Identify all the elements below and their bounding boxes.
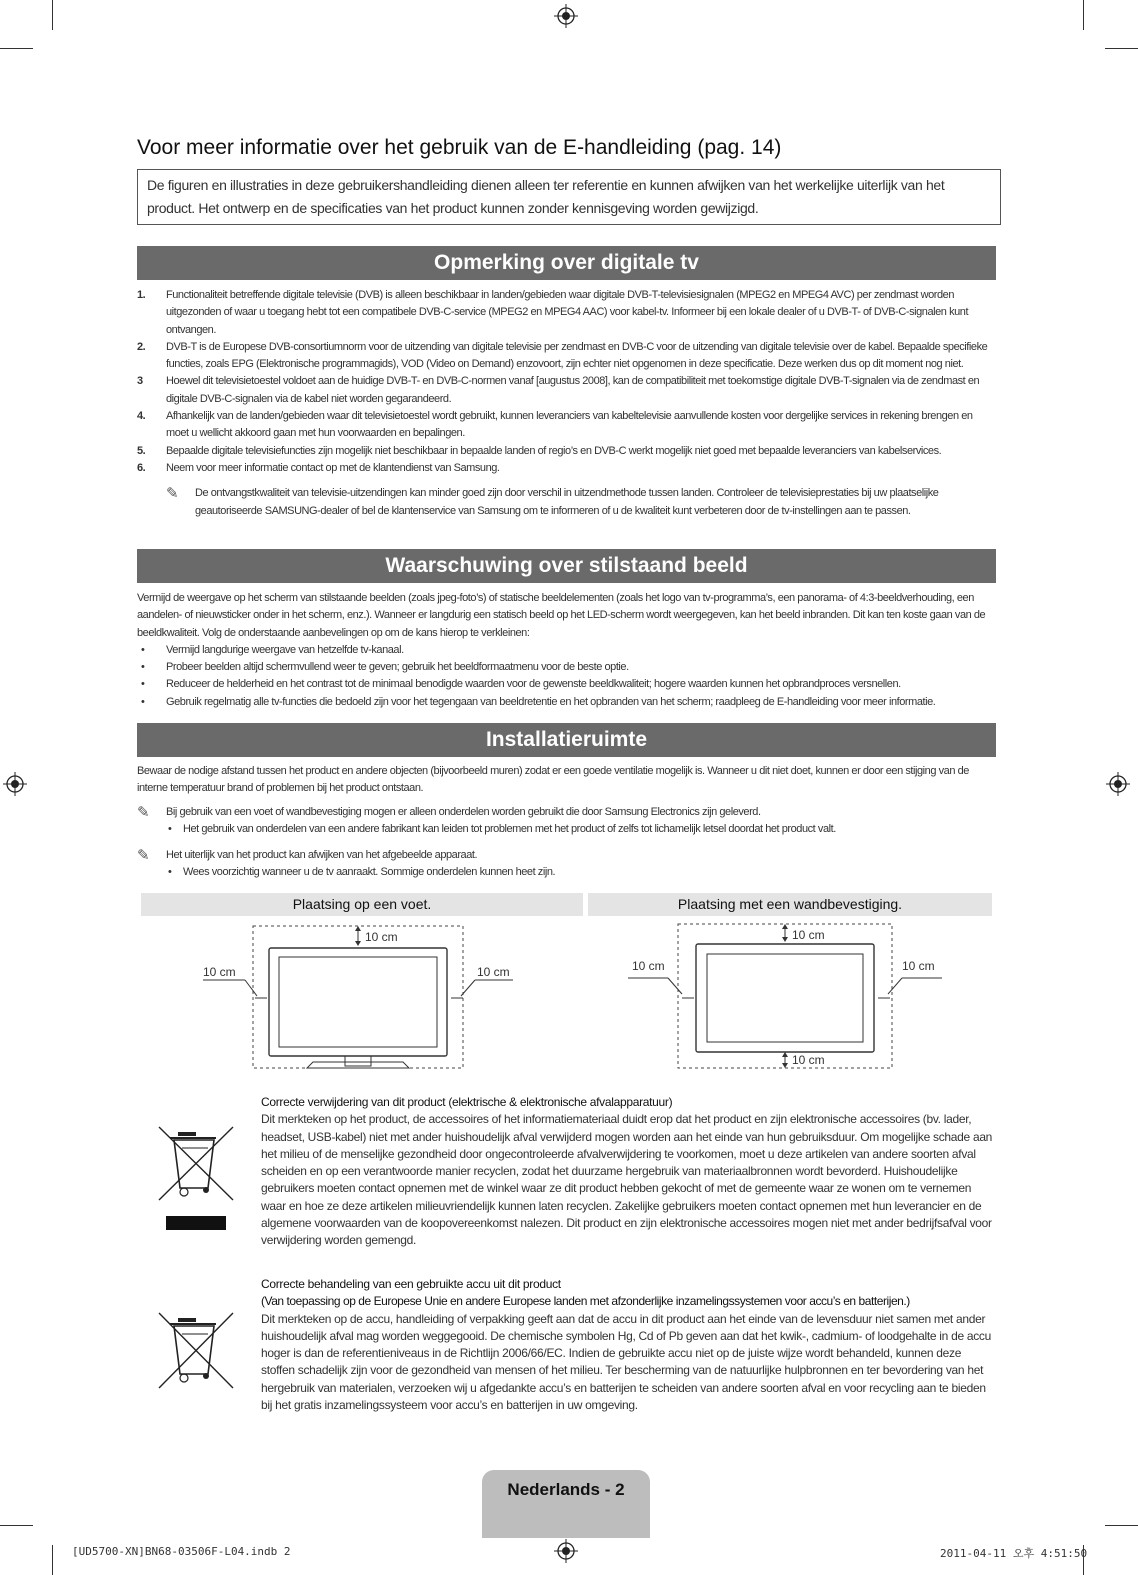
bullet-icon: •	[141, 695, 145, 708]
wall-placement-diagram	[622, 920, 952, 1070]
list-text: Wees voorzichtig wanneer u de tv aanraakt. Sommige onderdelen kunnen heet zijn.	[183, 866, 556, 879]
bullet-icon: •	[141, 661, 145, 674]
list-number: 5.	[137, 444, 146, 457]
list-text: Hoewel dit televisietoestel voldoet aan de huidige DVB-T- en DVB-C-normen vanaf [augustus 2008], kan de compatibiliteit met toekomstige digitale DVB-T-signalen via de zendmast en digitale DVB-C-signalen via de kabel niet worden gegarandeerd.	[166, 375, 980, 405]
print-slug-left: [UD5700-XN]BN68-03506F-L04.indb 2	[72, 1545, 291, 1558]
crossed-bin-icon	[154, 1310, 238, 1392]
crop-mark	[1083, 0, 1084, 30]
disclaimer-box: De figuren en illustraties in deze gebruikershandleiding dienen alleen ter referentie en kunnen afwijken van het werkelijke uiterlijk van het product. Het ontwerp en de specificaties van het product kunnen zonder kennisgeving worden gewijzigd.	[137, 169, 1001, 225]
print-slug-right: 2011-04-11 오후 4:51:50	[940, 1547, 1088, 1560]
crop-mark	[52, 0, 53, 30]
still-image-intro: Vermijd de weergave op het scherm van stilstaande beelden (zoals jpeg-foto’s) of statische beeldelementen (zoals het logo van tv-programma’s, een panorama- of 4:3-beeldverhouding, een aandelen- of nieuwsticker onder in het scherm, enz.). Wanneer er langdurig een statisch beeld op het LED-scherm wordt weergegeven, kan het beeld inbranden. Dit kan ten koste gaan van de beeldkwaliteit. Volg de onderstaande aanbevelingen op om de kans hierop te verkleinen:	[137, 592, 986, 639]
note-pencil-icon: ✎	[137, 803, 150, 821]
crop-mark	[1105, 48, 1138, 49]
wall-placement-title: Plaatsing met een wandbevestiging.	[588, 893, 992, 916]
list-item	[137, 287, 993, 339]
registration-mark-icon	[3, 772, 27, 796]
list-text: Neem voor meer informatie contact op met de klantendienst van Samsung.	[166, 461, 500, 474]
list-text: Afhankelijk van de landen/gebieden waar dit televisietoestel wordt gebruikt, kunnen leveranciers van kabeltelevisie aanvullende kosten voor dergelijke services in rekening brengen en moet u wellicht akkoord gaan met hun voorwaarden en bepalingen.	[166, 410, 973, 440]
distance-label-right: 10 cm	[477, 965, 510, 979]
digital-tv-note	[137, 485, 993, 520]
crop-mark	[52, 1545, 53, 1575]
note-text: De ontvangstkwaliteit van televisie-uitzendingen kan minder goed zijn door verschil in uitzendmethode tussen landen. Controleer de televisieprestaties bij uw plaatselijke geautoriseerde SAMSUNG-dealer of bel de klantenservice van Samsung om te informeren of u de kwaliteit kunt verbeteren door de tv-instellingen aan te passen.	[195, 487, 939, 517]
note-text: Het uiterlijk van het product kan afwijken van het afgebeelde apparaat.	[166, 849, 478, 862]
still-image-section	[137, 590, 995, 711]
battery-title: Correcte behandeling van een gebruikte accu uit dit product	[261, 1277, 561, 1291]
distance-label-right: 10 cm	[902, 959, 935, 973]
crop-mark	[0, 48, 33, 49]
list-number: 2.	[137, 340, 146, 353]
registration-mark-icon	[554, 1539, 578, 1563]
list-number: 4.	[137, 410, 146, 423]
list-number: 6.	[137, 461, 146, 474]
registration-mark-icon	[1106, 772, 1130, 796]
weee-text: Dit merkteken op het product, de accessoires of het informatiemateriaal duidt erop dat het product en zijn elektronische accessoires (bv. lader, headset, USB-kabel) niet met ander huishoudelijk afval verwijderd mogen worden aan het einde van hun gebruiksduur. Om mogelijke schade aan het milieu of de menselijke gezondheid door ongecontroleerde afvalverwijdering te voorkomen, moet u deze artikelen van andere soorten afval scheiden en op een verantwoorde manier recyclen, zodat het duurzame hergebruik van materiaalbronnen wordt bevorderd. Huishoudelijke gebruikers moeten contact opnemen met de winkel waar ze dit product hebben gekocht of met de gemeente waar ze wonen om te vernemen waar en hoe ze deze artikelen milieuvriendelijk kunnen laten recyclen. Zakelijke gebruikers moeten contact opnemen met hun leverancier en de algemene voorwaarden van de koopovereenkomst nalezen. Dit product en zijn elektronische accessoires mogen niet met ander bedrijfsafval voor verwijdering worden gemengd.	[261, 1112, 993, 1248]
weee-title: Correcte verwijdering van dit product (elektrische & elektronische afvalapparatuur)	[261, 1095, 673, 1109]
note-pencil-icon: ✎	[166, 485, 179, 503]
bullet-icon: •	[141, 678, 145, 691]
distance-label-top: 10 cm	[792, 928, 825, 942]
list-item	[137, 373, 993, 408]
installation-intro: Bewaar de nodige afstand tussen het product en andere objecten (bijvoorbeeld muren) zodat er een goede ventilatie mogelijk is. Wanneer u dit niet doet, kunnen er door een stijging van de interne temperatuur brand of problemen bij het product ontstaan.	[137, 765, 969, 795]
installation-section	[137, 763, 995, 882]
stand-placement-title: Plaatsing op een voet.	[141, 893, 583, 916]
list-text: Reduceer de helderheid en het contrast tot de minimaal benodigde waarden voor de gewenste beeldkwaliteit; hogere waarden kunnen het opbrandproces versnellen.	[166, 678, 901, 691]
installation-note	[137, 804, 995, 821]
distance-label-bottom: 10 cm	[792, 1053, 825, 1067]
distance-label-left: 10 cm	[203, 965, 236, 979]
list-text: Probeer beelden altijd schermvullend weer te geven; gebruik het beeldformaatmenu voor de beste optie.	[166, 661, 629, 674]
battery-text: Dit merkteken op de accu, handleiding of verpakking geeft aan dat de accu in dit product aan het einde van de levensduur niet samen met ander huishoudelijk afval mag worden weggegooid. De chemische symbolen Hg, Cd of Pb geven aan dat het kwik-, cadmium- of loodgehalte in de accu hoger is dan de referentieniveaus in de Richtlijn 2006/66/EC. Indien de gebruikte accu niet op de juiste wijze wordt behandeld, kunnen deze stoffen schadelijk zijn voor de gezondheid van mensen of het milieu. Ter bescherming van de natuurlijke hulpbronnen en ter bevordering van het hergebruik van materialen, verzoeken wij u afgedankte accu’s en batterijen te scheiden van andere soorten afval en voor recycling aan te bieden bij het gratis inzamelingssysteem voor accu’s en batterijen in uw omgeving.	[261, 1311, 992, 1413]
note-text: Bij gebruik van een voet of wandbevestiging mogen er alleen onderdelen worden gebruikt die door Samsung Electronics zijn geleverd.	[166, 805, 761, 818]
page-title: Voor meer informatie over het gebruik van de E-handleiding (pag. 14)	[137, 136, 782, 159]
section-heading-installation: Installatieruimte	[137, 723, 996, 757]
list-item	[137, 443, 993, 460]
bullet-icon: •	[168, 822, 172, 835]
note-pencil-icon: ✎	[137, 847, 150, 865]
list-number: 1.	[137, 289, 146, 301]
distance-label-left: 10 cm	[632, 959, 665, 973]
section-heading-digital-tv: Opmerking over digitale tv	[137, 246, 996, 280]
crop-mark	[0, 1525, 33, 1526]
list-item	[137, 694, 995, 711]
crossed-bin-icon	[154, 1122, 238, 1234]
list-number: 3	[137, 375, 143, 388]
list-item	[137, 642, 995, 659]
crop-mark	[1105, 1525, 1138, 1526]
distance-label-top: 10 cm	[365, 930, 398, 944]
digital-tv-list	[137, 287, 993, 520]
bullet-icon: •	[141, 643, 145, 656]
list-text: Gebruik regelmatig alle tv-functies die bedoeld zijn voor het tegengaan van beeldretentie en het opbranden van het scherm; raadpleeg de E-handleiding voor meer informatie.	[166, 695, 936, 708]
installation-note	[137, 847, 995, 864]
list-item	[137, 460, 993, 477]
registration-mark-icon	[554, 4, 578, 28]
battery-subtitle: (Van toepassing op de Europese Unie en andere Europese landen met afzonderlijke inzamelingssystemen voor accu’s en batterijen.)	[261, 1294, 910, 1309]
list-item	[137, 659, 995, 676]
list-text: Vermijd langdurige weergave van hetzelfde tv-kanaal.	[166, 643, 404, 656]
weee-section	[261, 1094, 994, 1250]
page-number: Nederlands - 2	[507, 1480, 625, 1499]
list-item	[137, 408, 993, 443]
list-text: Het gebruik van onderdelen van een andere fabrikant kan leiden tot problemen met het product of zelfs tot lichamelijk letsel doordat het product valt.	[183, 822, 836, 835]
list-text: Bepaalde digitale televisiefuncties zijn mogelijk niet beschikbaar in bepaalde landen of regio’s en DVB-C werkt mogelijk niet goed met bepaalde leveranciers van kabelservices.	[166, 444, 942, 457]
bullet-icon: •	[168, 866, 172, 879]
list-text: Functionaliteit betreffende digitale televisie (DVB) is alleen beschikbaar in landen/gebieden waar digitale DVB-T-televisiesignalen (MPEG2 en MPEG4 AVC) per zendmast worden uitgezonden of waar u toegang hebt tot een compatibele DVB-C-service (MPEG2 en MPEG4 AAC) voor kabel-tv. Informeer bij een lokale dealer of u DVB-T- of DVB-C-signalen kunt ontvangen.	[166, 289, 969, 336]
list-text: DVB-T is de Europese DVB-consortiumnorm voor de uitzending van digitale televisie per zendmast en DVB-C voor de uitzending van digitale televisie over de kabel. Bepaalde specifieke functies, zoals EPG (Elektronische programmagids), VOD (Video on Demand) enzovoort, zijn echter niet opgenomen in deze specificatie. Deze werken dus op dit moment nog niet.	[166, 340, 988, 371]
list-item	[137, 676, 995, 693]
section-heading-still-image: Waarschuwing over stilstaand beeld	[137, 549, 996, 583]
list-item	[137, 821, 995, 838]
list-item	[137, 864, 995, 881]
battery-section	[261, 1276, 994, 1414]
list-item	[137, 339, 993, 374]
stand-placement-diagram	[195, 922, 525, 1070]
